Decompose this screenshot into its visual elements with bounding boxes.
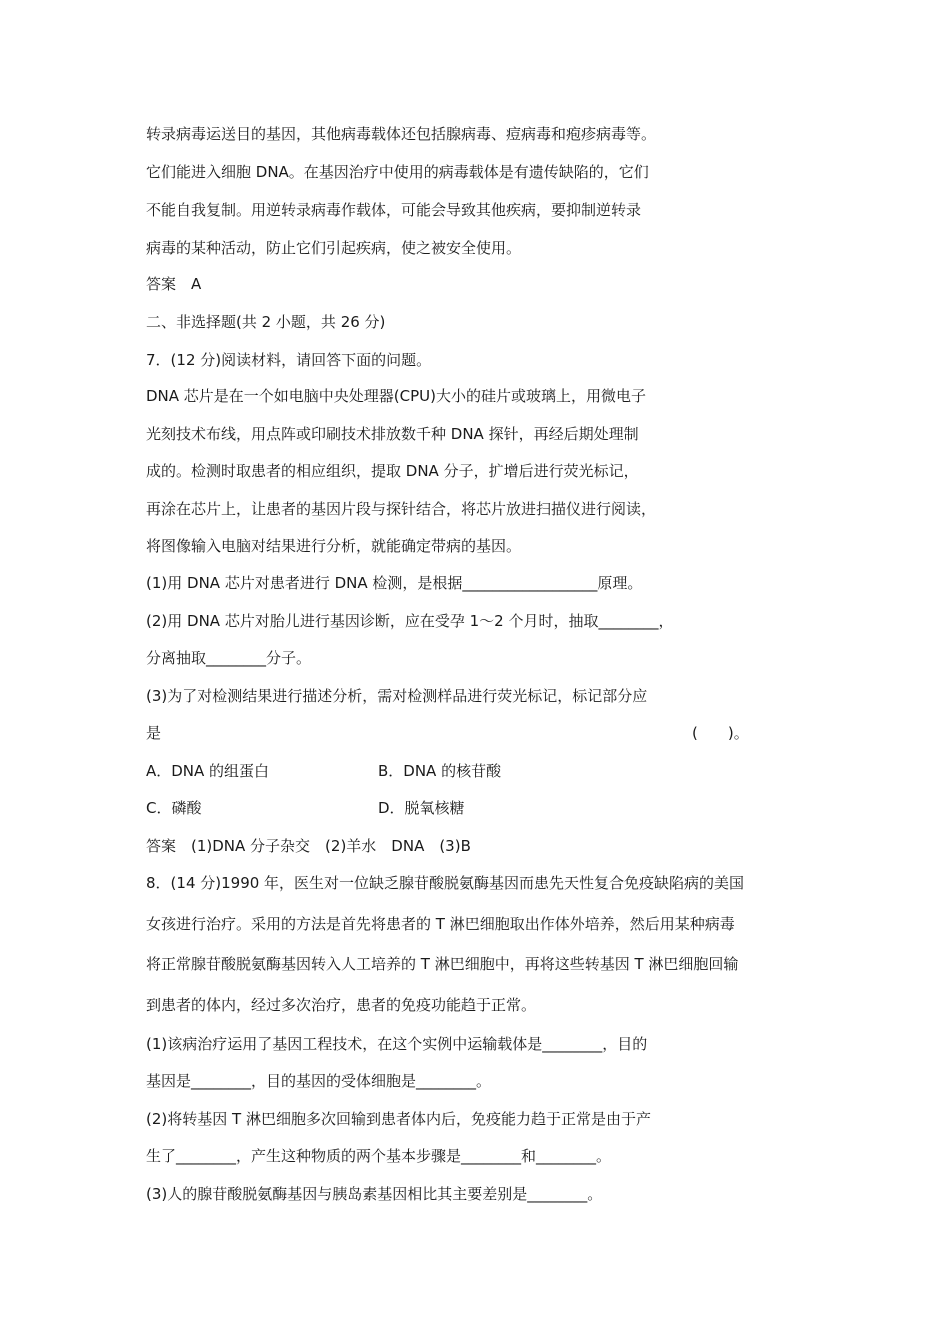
q7-option-d: D．脱氧核糖 — [378, 799, 465, 817]
q8-sub1-line-2: 基因是________，目的基因的受体细胞是________。 — [146, 1072, 492, 1090]
q8-stem-line-1: 8．(14 分)1990 年，医生对一位缺乏腺苷酸脱氨酶基因而患先天性复合免疫缺陷病的美国 — [146, 874, 745, 892]
explanation-line-2: 它们能进入细胞 DNA。在基因治疗中使用的病毒载体是有遗传缺陷的，它们 — [146, 163, 649, 181]
q8-stem-line-4: 到患者的体内，经过多次治疗，患者的免疫功能趋于正常。 — [146, 996, 537, 1014]
q7-option-a: A．DNA 的组蛋白 — [146, 762, 270, 780]
answer-q6: 答案 A — [146, 275, 202, 293]
q8-sub2-line-1: (2)将转基因 T 淋巴细胞多次回输到患者体内后，免疫能力趋于正常是由于产 — [146, 1110, 651, 1128]
q8-sub1-line-1: (1)该病治疗运用了基因工程技术，在这个实例中运输载体是________，目的 — [146, 1035, 648, 1053]
q7-sub3-answer-bracket: ( )。 — [692, 724, 749, 742]
q7-sub3-line-1: (3)为了对检测结果进行描述分析，需对检测样品进行荧光标记，标记部分应 — [146, 687, 648, 705]
explanation-line-1: 转录病毒运送目的基因，其他病毒载体还包括腺病毒、痘病毒和疱疹病毒等。 — [146, 125, 657, 143]
q8-sub3: (3)人的腺苷酸脱氨酶基因与胰岛素基因相比其主要差别是________。 — [146, 1185, 603, 1203]
q7-sub1: (1)用 DNA 芯片对患者进行 DNA 检测，是根据__________________原理。 — [146, 574, 643, 592]
explanation-line-3: 不能自我复制。用逆转录病毒作载体，可能会导致其他疾病，要抑制逆转录 — [146, 201, 642, 219]
q7-material-line-5: 将图像输入电脑对结果进行分析，就能确定带病的基因。 — [146, 537, 522, 555]
q8-sub2-line-2: 生了________，产生这种物质的两个基本步骤是________和________。 — [146, 1147, 612, 1165]
explanation-line-4: 病毒的某种活动，防止它们引起疾病，使之被安全使用。 — [146, 239, 522, 257]
section-heading: 二、非选择题(共 2 小题，共 26 分) — [146, 313, 386, 331]
q8-stem-line-2: 女孩进行治疗。采用的方法是首先将患者的 T 淋巴细胞取出作体外培养，然后用某种病毒 — [146, 915, 735, 933]
q7-option-c: C．磷酸 — [146, 799, 202, 817]
q7-material-line-3: 成的。检测时取患者的相应组织，提取 DNA 分子，扩增后进行荧光标记， — [146, 462, 639, 480]
q7-stem: 7．(12 分)阅读材料，请回答下面的问题。 — [146, 351, 432, 369]
q7-material-line-1: DNA 芯片是在一个如电脑中央处理器(CPU)大小的硅片或玻璃上，用微电子 — [146, 387, 647, 405]
answer-q7: 答案 (1)DNA 分子杂交 (2)羊水 DNA (3)B — [146, 837, 471, 855]
q7-sub2-line-2: 分离抽取________分子。 — [146, 649, 312, 667]
q8-stem-line-3: 将正常腺苷酸脱氨酶基因转入人工培养的 T 淋巴细胞中，再将这些转基因 T 淋巴细胞回输 — [146, 955, 739, 973]
q7-option-b: B．DNA 的核苷酸 — [378, 762, 502, 780]
q7-sub3-line-2: 是 — [146, 724, 162, 742]
q7-sub2-line-1: (2)用 DNA 芯片对胎儿进行基因诊断，应在受孕 1～2 个月时，抽取________， — [146, 612, 674, 630]
q7-material-line-4: 再涂在芯片上，让患者的基因片段与探针结合，将芯片放进扫描仪进行阅读， — [146, 500, 657, 518]
q7-material-line-2: 光刻技术布线，用点阵或印刷技术排放数千种 DNA 探针，再经后期处理制 — [146, 425, 639, 443]
